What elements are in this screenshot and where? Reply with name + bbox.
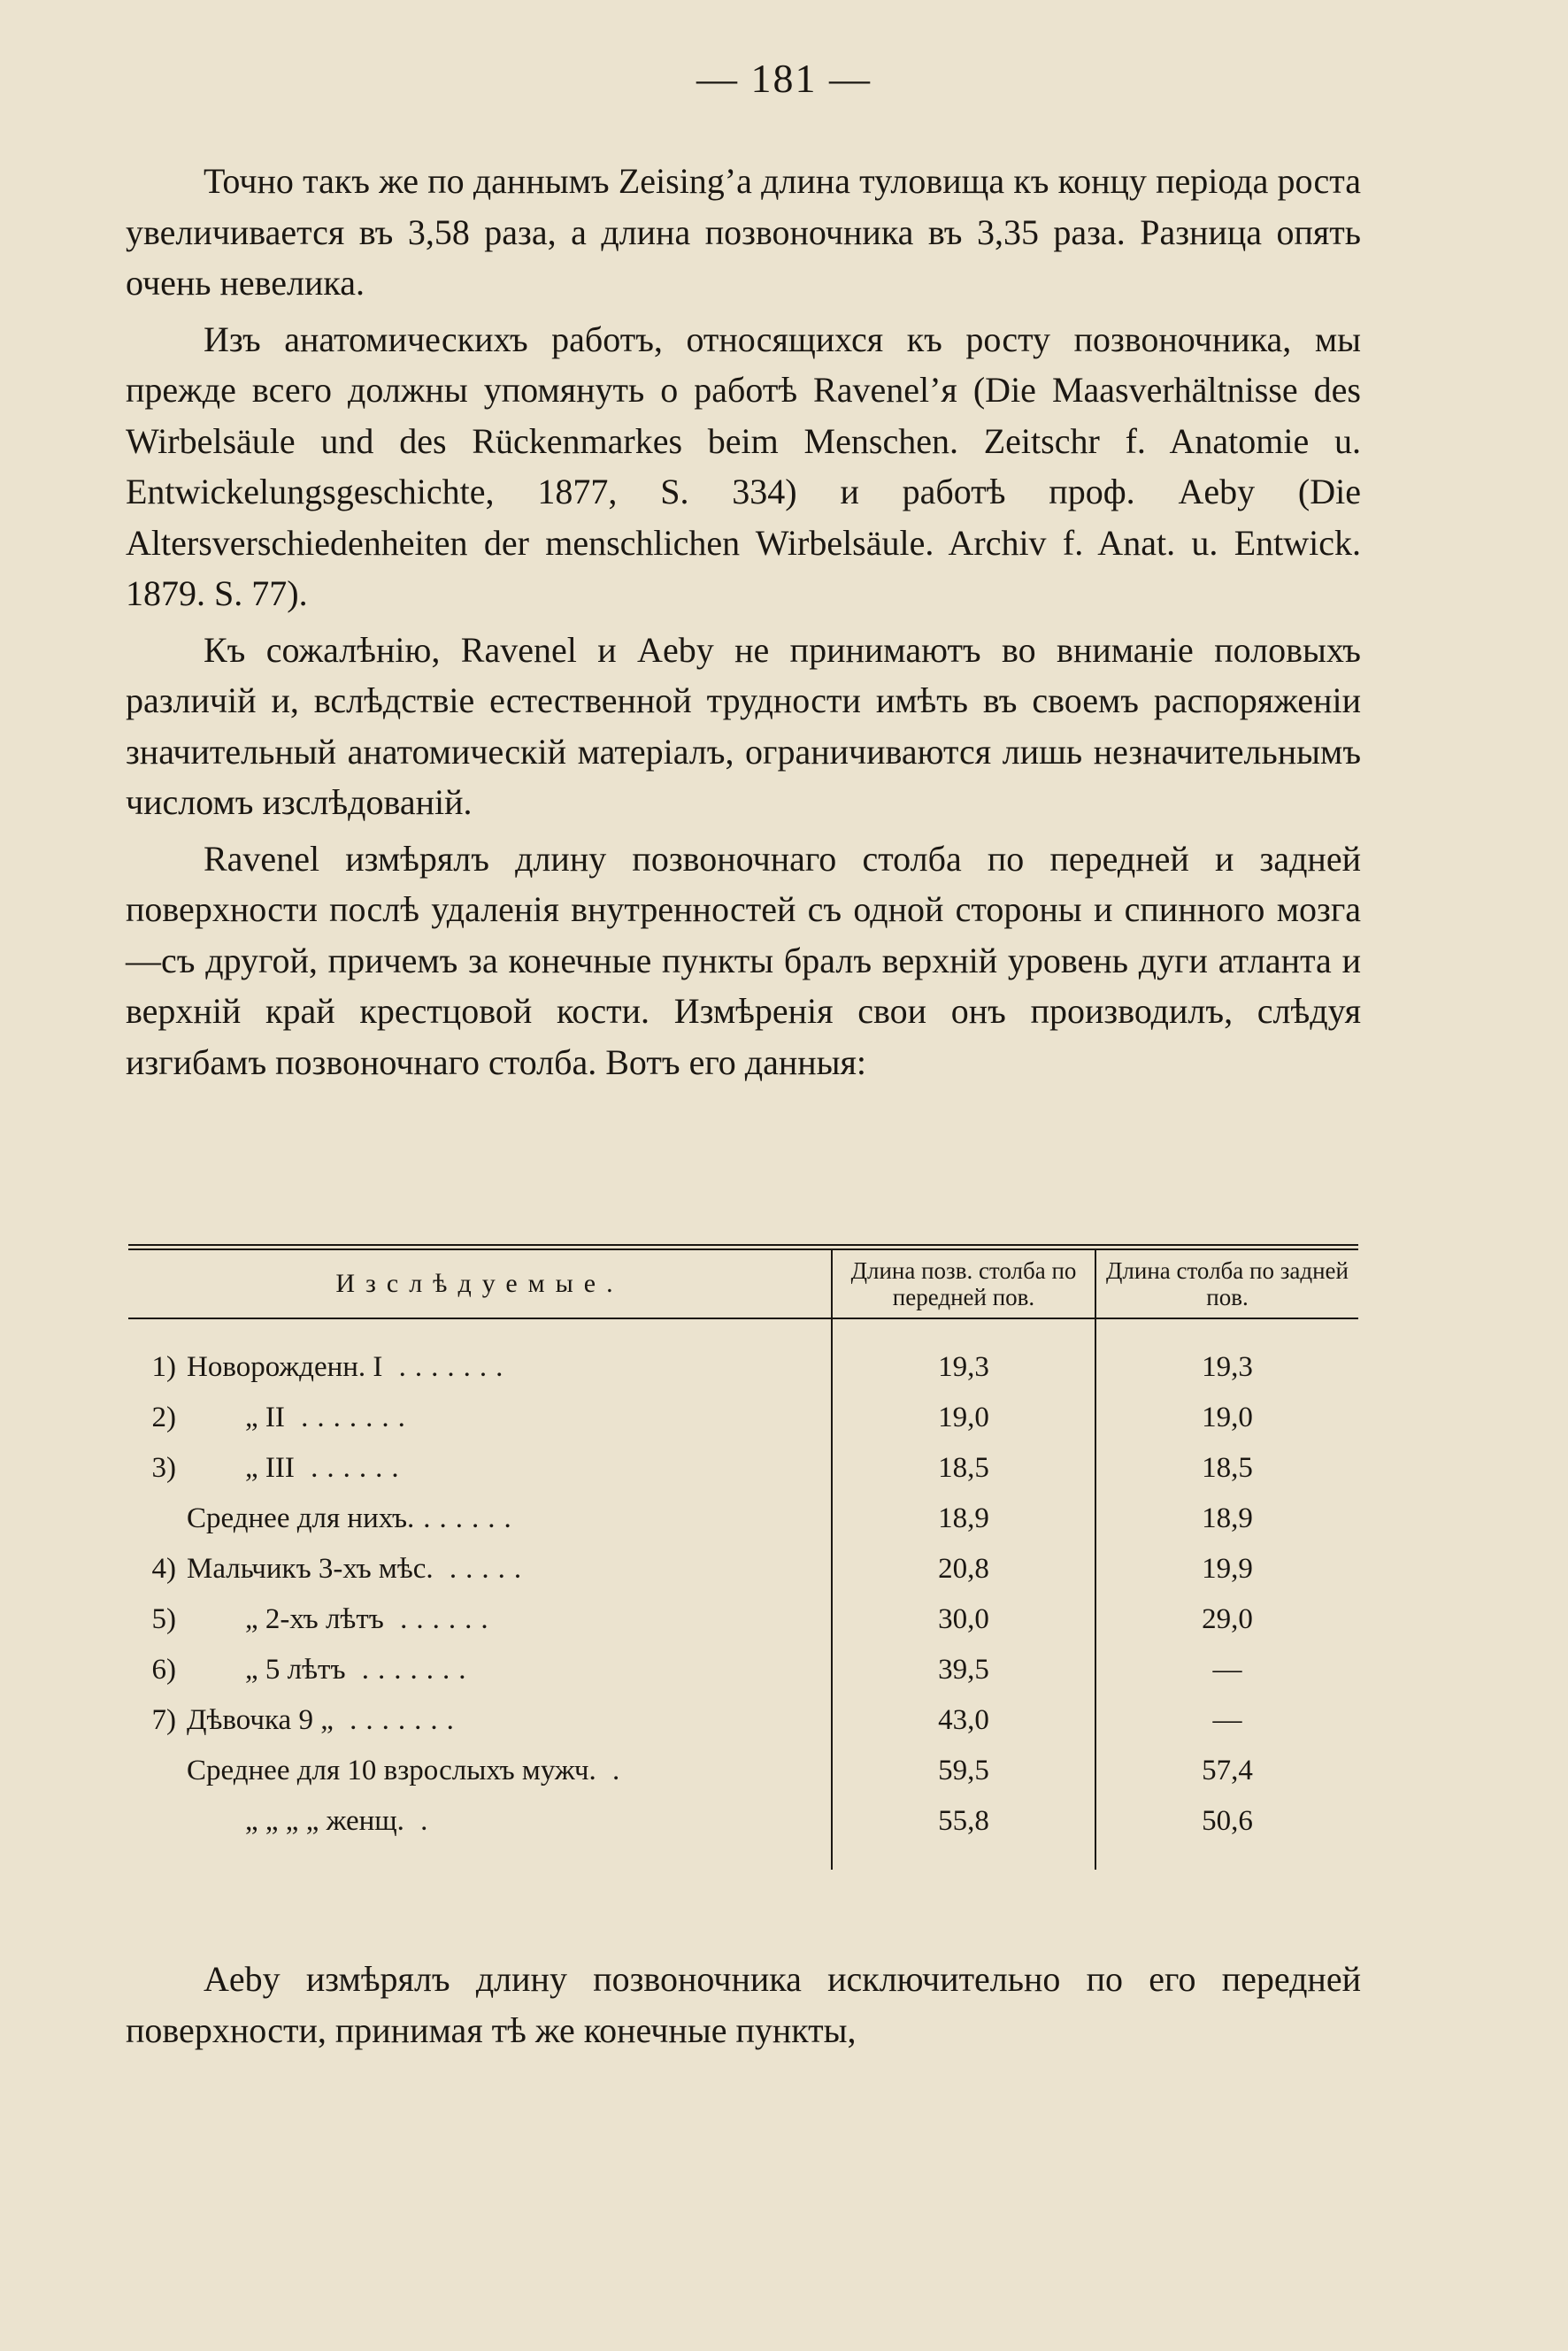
table-row [128,1342,1358,1393]
table-row [128,1544,1358,1594]
row-number: 5) [151,1603,176,1635]
row-label: „ II [245,1402,285,1433]
back-value: — [1095,1645,1358,1695]
row-label: Мальчикъ 3-хъ мѣс. [187,1553,434,1585]
table-row [128,1393,1358,1443]
paragraph-zeising: Точно такъ же по даннымъ Zeising’а длина туловища къ концу періода роста увеличивается въ 3,58 раза, а длина позвоночника въ 3,35 раза. Разница опять очень невелика. [126,161,1361,303]
header-subjects: Изслѣдуемые. [128,1248,832,1319]
back-value: — [1095,1695,1358,1746]
dot-leader: . [596,1755,629,1786]
paragraph-aeby-method: Aeby измѣрялъ длину позвоночника исключительно по его передней поверхности, принимая тѣ же конечные пункты, [126,1959,1361,2050]
row-label: „ 5 лѣтъ [245,1654,346,1686]
row-label: „ „ „ „ женщ. [245,1805,404,1837]
back-value: 18,9 [1095,1494,1358,1544]
dot-leader: ....... [382,1351,512,1383]
dot-leader: ...... [294,1452,408,1484]
dot-leader: ....... [345,1654,475,1686]
row-label: Среднее для 10 взрослыхъ мужч. [187,1755,596,1786]
back-value: 19,0 [1095,1393,1358,1443]
table-header-row [128,1248,1358,1319]
dot-leader: ....... [284,1402,414,1433]
back-value: 50,6 [1095,1796,1358,1847]
front-value: 19,3 [832,1342,1095,1393]
front-value: 20,8 [832,1544,1095,1594]
front-value: 43,0 [832,1695,1095,1746]
header-front-length: Длина позв. столба по передней пов. [832,1248,1095,1319]
front-value: 18,5 [832,1443,1095,1494]
table-row [128,1796,1358,1847]
page-number: — 181 — [696,56,872,101]
row-label: Среднее для нихъ [187,1502,408,1534]
row-label: Новорожденн. I [187,1351,383,1383]
dot-leader: ...... [383,1603,497,1635]
table-row [128,1494,1358,1544]
front-value: 59,5 [832,1746,1095,1796]
back-value: 29,0 [1095,1594,1358,1645]
row-number: 4) [151,1553,176,1585]
dot-leader: . [404,1805,437,1837]
row-number: 2) [151,1402,176,1433]
dot-leader: ....... [407,1502,520,1534]
front-value: 18,9 [832,1494,1095,1544]
back-value: 19,3 [1095,1342,1358,1393]
front-value: 55,8 [832,1796,1095,1847]
table-row [128,1746,1358,1796]
table-spacer [128,1318,1358,1342]
table-row [128,1594,1358,1645]
header-back-length: Длина столба по задней пов. [1095,1248,1358,1319]
paragraph-ravenel-method: Ravenel измѣрялъ длину позвоночнаго столба по передней и задней поверхности послѣ удаленія внутренностей съ одной стороны и спинного мозга—съ другой, причемъ за конечные пункты бралъ верхній уровень дуги атланта и верхній край крестцовой кости. Измѣренія свои онъ производилъ, слѣдуя изгибамъ позвоночнаго столба. Вотъ его данныя: [126,838,1361,1082]
row-number: 3) [151,1452,176,1484]
dot-leader: ..... [433,1553,531,1585]
front-value: 30,0 [832,1594,1095,1645]
row-number: 6) [151,1654,176,1686]
table-row [128,1443,1358,1494]
back-value: 18,5 [1095,1443,1358,1494]
front-value: 19,0 [832,1393,1095,1443]
back-value: 19,9 [1095,1544,1358,1594]
table-row [128,1695,1358,1746]
table-spacer [128,1847,1358,1870]
dot-leader: ....... [333,1704,463,1736]
row-number: 7) [151,1704,176,1736]
front-value: 39,5 [832,1645,1095,1695]
paragraph-regret: Къ сожалѣнію, Ravenel и Aeby не принимаютъ во вниманіе половыхъ различій и, вслѣдствіе естественной трудности имѣть въ своемъ распоряженіи значительный анатомическій матеріалъ, ограничиваются лишь незначительнымъ числомъ изслѣдованій. [126,629,1361,822]
row-number: 1) [151,1351,176,1383]
body-text [126,156,1361,1087]
row-label: „ III [245,1452,295,1484]
paragraph-anatomical-works: Изъ анатомическихъ работъ, относящихся къ росту позвоночника, мы прежде всего должны упомянуть о работѣ Ravenel’я (Die Maasverhältnisse des Wirbelsäule und des Rückenmarkes beim Menschen. Zeitschr f. Anatomie u. Entwickelungsgeschichte, 1877, S. 334) и работѣ проф. Aeby (Die Altersverschiedenheiten der menschlichen Wirbelsäule. Archiv f. Anat. u. Entwick. 1879. S. 77). [126,319,1361,613]
closing-text [126,1954,1361,2055]
spine-length-table [128,1244,1358,1870]
row-label: „ 2-хъ лѣтъ [245,1603,384,1635]
row-label: Дѣвочка 9 „ [187,1704,334,1736]
back-value: 57,4 [1095,1746,1358,1796]
table-row [128,1645,1358,1695]
